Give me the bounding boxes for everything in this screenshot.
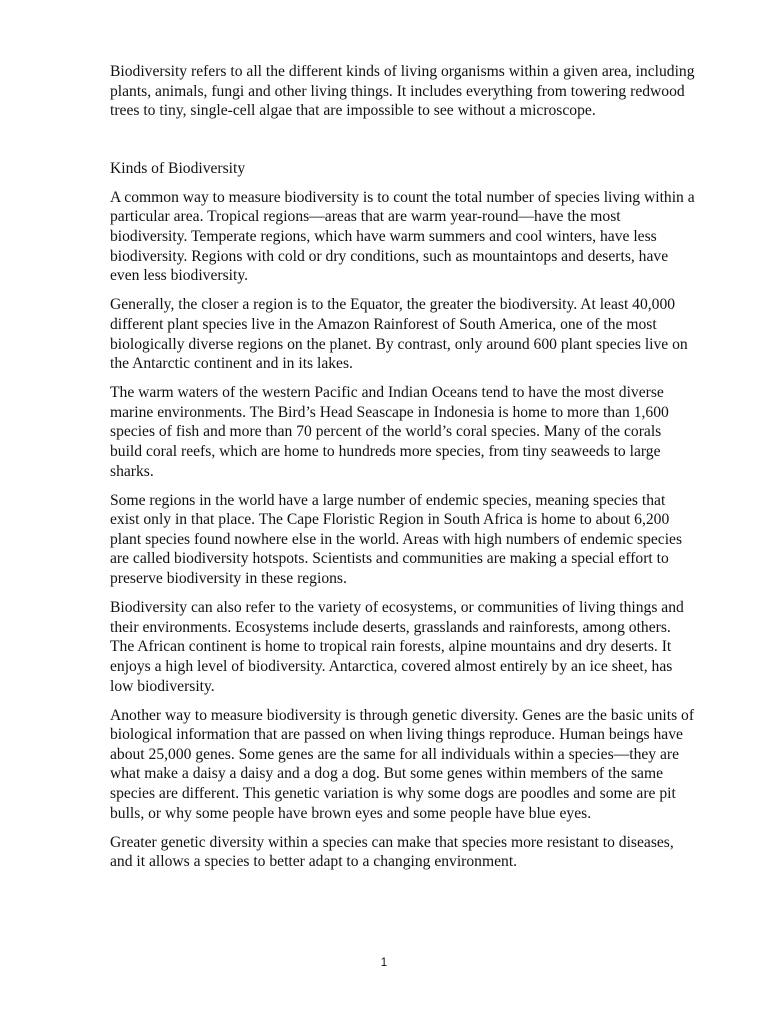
document-body	[110, 62, 695, 881]
body-paragraph: A common way to measure biodiversity is to count the total number of species living within a particular area. Tropical regions—areas that are warm year-round—have the most biodiversity. Temperate regions, which have warm summers and cool winters, have less biodiversity. Regions with cold or dry conditions, such as mountaintops and deserts, have even less biodiversity.	[110, 188, 695, 285]
page-number: 1	[380, 957, 388, 969]
intro-paragraph: Biodiversity refers to all the different kinds of living organisms within a given area, including plants, animals, fungi and other living things. It includes everything from towering redwood trees to tiny, single-cell algae that are impossible to see without a microscope.	[110, 63, 695, 120]
body-paragraph: Greater genetic diversity within a species can make that species more resistant to diseases, and it allows a species to better adapt to a changing environment.	[110, 833, 674, 871]
body-paragraph: Generally, the closer a region is to the Equator, the greater the biodiversity. At least 40,000 different plant species live in the Amazon Rainforest of South America, one of the most biologically diverse regions on the planet. By contrast, only around 600 plant species live on the Antarctic continent and in its lakes.	[110, 296, 688, 373]
section-heading: Kinds of Biodiversity	[110, 159, 246, 177]
body-paragraph: Some regions in the world have a large number of endemic species, meaning species that exist only in that place. The Cape Floristic Region in South Africa is home to about 6,200 plant species found nowhere else in the world. Areas with high numbers of endemic species are called biodiversity hotspots. Scientists and communities are making a special effort to preserve biodiversity in these regions.	[110, 491, 683, 588]
body-paragraph: Another way to measure biodiversity is through genetic diversity. Genes are the basic units of biological information that are passed on when living things reproduce. Human beings have about 25,000 genes. Some genes are the same for all individuals within a species—they are what make a daisy a daisy and a dog a dog. But some genes within members of the same species are different. This genetic variation is why some dogs are poodles and some are pit bulls, or why some people have brown eyes and some people have blue eyes.	[110, 706, 695, 822]
body-paragraph: Biodiversity can also refer to the variety of ecosystems, or communities of living things and their environments. Ecosystems include deserts, grasslands and rainforests, among others. The African continent is home to tropical rain forests, alpine mountains and dry deserts. It enjoys a high level of biodiversity. Antarctica, covered almost entirely by an ice sheet, has low biodiversity.	[110, 599, 684, 695]
body-paragraph: The warm waters of the western Pacific and Indian Oceans tend to have the most diverse marine environments. The Bird’s Head Seascape in Indonesia is home to more than 1,600 species of fish and more than 70 percent of the world’s coral species. Many of the corals build coral reefs, which are home to hundreds more species, from tiny seaweeds to large sharks.	[110, 384, 669, 480]
